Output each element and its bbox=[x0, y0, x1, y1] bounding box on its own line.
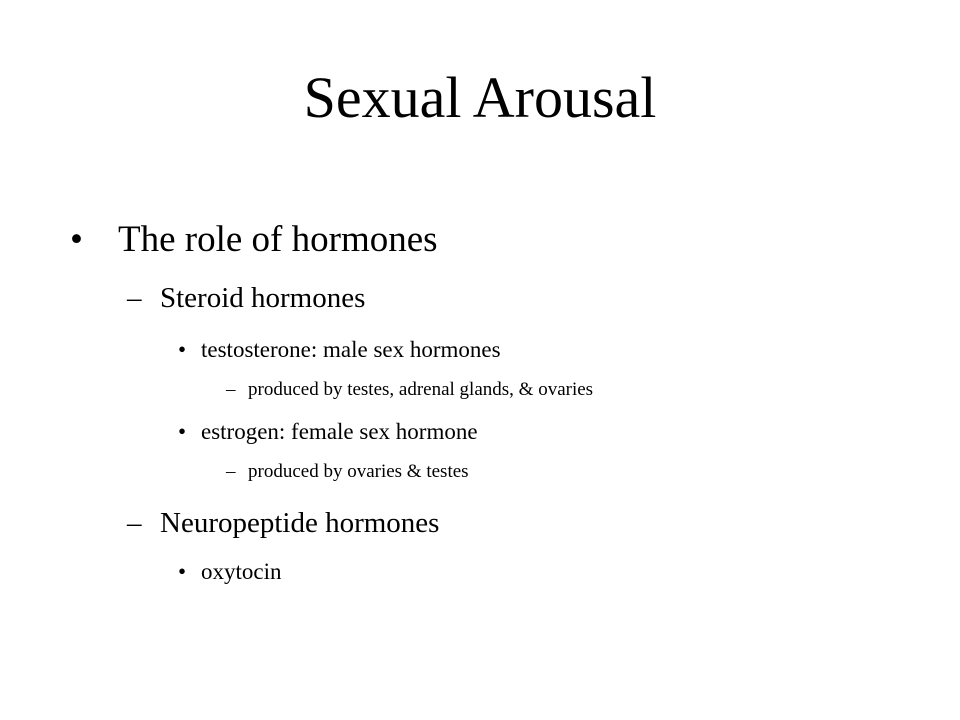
bullet-oxytocin bbox=[178, 558, 282, 586]
bullet-text: estrogen: female sex hormone bbox=[201, 419, 478, 444]
bullet-text: testosterone: male sex hormones bbox=[201, 337, 501, 362]
bullet-steroid-hormones bbox=[127, 280, 366, 316]
bullet-marker: • bbox=[70, 219, 83, 260]
dash-marker: – bbox=[127, 282, 142, 314]
dash-marker: – bbox=[127, 507, 142, 539]
slide-title: Sexual Arousal bbox=[303, 65, 657, 130]
bullet-text: produced by ovaries & testes bbox=[248, 461, 469, 482]
bullet-estrogen-source bbox=[226, 460, 469, 484]
bullet-text: Neuropeptide hormones bbox=[160, 507, 440, 539]
bullet-role-of-hormones bbox=[70, 218, 438, 262]
bullet-testosterone-source bbox=[226, 378, 594, 402]
dash-marker: – bbox=[226, 379, 236, 400]
bullet-text: produced by testes, adrenal glands, & ovaries bbox=[248, 379, 594, 400]
bullet-text: The role of hormones bbox=[118, 219, 438, 260]
bullet-marker: • bbox=[178, 559, 187, 584]
bullet-text: Steroid hormones bbox=[160, 282, 366, 314]
bullet-marker: • bbox=[178, 419, 187, 444]
bullet-text: oxytocin bbox=[201, 559, 282, 584]
bullet-marker: • bbox=[178, 337, 187, 362]
dash-marker: – bbox=[226, 461, 236, 482]
bullet-estrogen bbox=[178, 418, 478, 446]
bullet-testosterone bbox=[178, 336, 501, 364]
bullet-neuropeptide-hormones bbox=[127, 505, 440, 541]
